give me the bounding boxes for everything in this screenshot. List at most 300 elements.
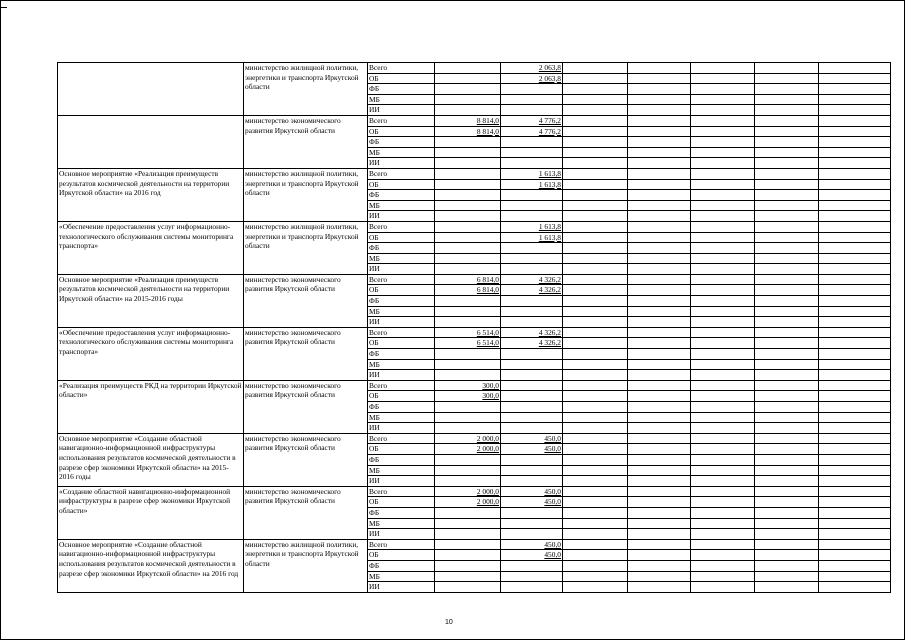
- empty-cell: [563, 550, 628, 561]
- empty-cell: [755, 317, 819, 328]
- table-row: [58, 274, 891, 285]
- empty-cell: [819, 296, 891, 307]
- value-cell-2016: 4 326,2: [501, 285, 563, 296]
- funding-source-label: ОБ: [368, 126, 435, 137]
- value-cell-2016: [501, 359, 563, 370]
- empty-cell: [755, 391, 819, 402]
- empty-cell: [563, 327, 628, 338]
- funding-source-label: Всего: [368, 115, 435, 126]
- empty-cell: [628, 73, 691, 84]
- empty-cell: [628, 168, 691, 179]
- empty-cell: [819, 497, 891, 508]
- responsible-executor: министерство экономического развития Иркутской области: [244, 486, 368, 539]
- funding-source-label: Всего: [368, 168, 435, 179]
- empty-cell: [691, 63, 755, 74]
- funding-source-label: МБ: [368, 147, 435, 158]
- funding-source-label: ОБ: [368, 550, 435, 561]
- empty-cell: [563, 296, 628, 307]
- empty-cell: [755, 105, 819, 116]
- value-cell-2016: [501, 423, 563, 434]
- empty-cell: [819, 179, 891, 190]
- budget-table: [57, 62, 891, 593]
- empty-cell: [628, 391, 691, 402]
- empty-cell: [628, 402, 691, 413]
- funding-source-label: ИИ: [368, 529, 435, 540]
- empty-cell: [755, 243, 819, 254]
- empty-cell: [755, 444, 819, 455]
- value-cell-2015: 2 000,0: [435, 433, 501, 444]
- empty-cell: [628, 444, 691, 455]
- empty-cell: [691, 200, 755, 211]
- empty-cell: [563, 190, 628, 201]
- empty-cell: [563, 359, 628, 370]
- activity-description: Основное мероприятие «Реализация преимуществ результатов космической деятельности на территории Иркутской области» на 2015-2016 годы: [58, 274, 244, 327]
- value-cell-2015: [435, 465, 501, 476]
- value-cell-2015: [435, 306, 501, 317]
- empty-cell: [628, 147, 691, 158]
- empty-cell: [819, 370, 891, 381]
- empty-cell: [755, 137, 819, 148]
- empty-cell: [628, 105, 691, 116]
- value-cell-2016: 2 063,8: [501, 63, 563, 74]
- empty-cell: [755, 550, 819, 561]
- empty-cell: [563, 84, 628, 95]
- table-row: [58, 486, 891, 497]
- funding-source-label: Всего: [368, 274, 435, 285]
- value-cell-2016: [501, 158, 563, 169]
- empty-cell: [819, 190, 891, 201]
- value-cell-2015: 8 814,0: [435, 115, 501, 126]
- empty-cell: [691, 94, 755, 105]
- empty-cell: [691, 243, 755, 254]
- empty-cell: [563, 476, 628, 487]
- table-row: [58, 433, 891, 444]
- funding-source-label: ФБ: [368, 560, 435, 571]
- value-cell-2015: 6 814,0: [435, 274, 501, 285]
- empty-cell: [755, 370, 819, 381]
- empty-cell: [819, 349, 891, 360]
- funding-source-label: Всего: [368, 539, 435, 550]
- funding-source-label: ФБ: [368, 402, 435, 413]
- empty-cell: [628, 84, 691, 95]
- value-cell-2015: [435, 359, 501, 370]
- empty-cell: [691, 582, 755, 593]
- empty-cell: [691, 306, 755, 317]
- value-cell-2015: [435, 539, 501, 550]
- value-cell-2016: [501, 582, 563, 593]
- value-cell-2015: 2 000,0: [435, 444, 501, 455]
- empty-cell: [563, 571, 628, 582]
- empty-cell: [691, 529, 755, 540]
- empty-cell: [755, 126, 819, 137]
- value-cell-2015: [435, 507, 501, 518]
- value-cell-2015: [435, 147, 501, 158]
- value-cell-2016: [501, 571, 563, 582]
- empty-cell: [563, 560, 628, 571]
- empty-cell: [628, 476, 691, 487]
- empty-cell: [755, 518, 819, 529]
- empty-cell: [563, 232, 628, 243]
- value-cell-2015: [435, 63, 501, 74]
- empty-cell: [755, 253, 819, 264]
- value-cell-2015: [435, 370, 501, 381]
- funding-source-label: МБ: [368, 253, 435, 264]
- value-cell-2016: 450,0: [501, 444, 563, 455]
- funding-source-label: ИИ: [368, 158, 435, 169]
- value-cell-2015: [435, 105, 501, 116]
- value-cell-2015: [435, 476, 501, 487]
- empty-cell: [755, 264, 819, 275]
- empty-cell: [691, 560, 755, 571]
- value-cell-2015: 2 000,0: [435, 486, 501, 497]
- empty-cell: [691, 126, 755, 137]
- empty-cell: [628, 433, 691, 444]
- empty-cell: [819, 444, 891, 455]
- empty-cell: [628, 582, 691, 593]
- responsible-executor: министерство жилищной политики, энергетики и транспорта Иркутской области: [244, 63, 368, 116]
- value-cell-2015: 300,0: [435, 391, 501, 402]
- empty-cell: [755, 73, 819, 84]
- empty-cell: [563, 391, 628, 402]
- value-cell-2016: [501, 211, 563, 222]
- value-cell-2016: [501, 370, 563, 381]
- empty-cell: [755, 423, 819, 434]
- empty-cell: [819, 285, 891, 296]
- value-cell-2015: [435, 200, 501, 211]
- empty-cell: [691, 147, 755, 158]
- empty-cell: [628, 454, 691, 465]
- funding-source-label: МБ: [368, 465, 435, 476]
- empty-cell: [563, 63, 628, 74]
- empty-cell: [819, 243, 891, 254]
- funding-source-label: ИИ: [368, 105, 435, 116]
- budget-table-body: [58, 63, 891, 593]
- value-cell-2016: 4 326,2: [501, 338, 563, 349]
- empty-cell: [563, 497, 628, 508]
- empty-cell: [691, 497, 755, 508]
- value-cell-2016: [501, 147, 563, 158]
- empty-cell: [691, 158, 755, 169]
- value-cell-2015: [435, 253, 501, 264]
- empty-cell: [563, 115, 628, 126]
- activity-description: Основное мероприятие «Создание областной навигационно-информационной инфраструктуры использования результатов космической деятельности в разрезе сфер экономики Иркутской области» на 2016 год: [58, 539, 244, 592]
- value-cell-2016: 4 776,2: [501, 126, 563, 137]
- empty-cell: [628, 338, 691, 349]
- empty-cell: [628, 296, 691, 307]
- value-cell-2016: [501, 137, 563, 148]
- empty-cell: [563, 539, 628, 550]
- funding-source-label: ФБ: [368, 243, 435, 254]
- value-cell-2016: [501, 529, 563, 540]
- empty-cell: [563, 211, 628, 222]
- empty-cell: [819, 137, 891, 148]
- empty-cell: [628, 539, 691, 550]
- empty-cell: [563, 454, 628, 465]
- empty-cell: [691, 539, 755, 550]
- funding-source-label: ОБ: [368, 497, 435, 508]
- funding-source-label: Всего: [368, 433, 435, 444]
- empty-cell: [819, 507, 891, 518]
- empty-cell: [691, 105, 755, 116]
- empty-cell: [691, 84, 755, 95]
- empty-cell: [563, 349, 628, 360]
- empty-cell: [628, 306, 691, 317]
- funding-source-label: ФБ: [368, 454, 435, 465]
- empty-cell: [819, 264, 891, 275]
- empty-cell: [819, 539, 891, 550]
- empty-cell: [755, 221, 819, 232]
- funding-source-label: ОБ: [368, 444, 435, 455]
- empty-cell: [755, 274, 819, 285]
- empty-cell: [819, 402, 891, 413]
- empty-cell: [628, 137, 691, 148]
- empty-cell: [563, 274, 628, 285]
- empty-cell: [563, 221, 628, 232]
- activity-description: [58, 115, 244, 168]
- empty-cell: [755, 454, 819, 465]
- value-cell-2015: [435, 412, 501, 423]
- empty-cell: [819, 454, 891, 465]
- empty-cell: [691, 168, 755, 179]
- empty-cell: [691, 296, 755, 307]
- value-cell-2016: [501, 518, 563, 529]
- empty-cell: [628, 94, 691, 105]
- funding-source-label: ОБ: [368, 179, 435, 190]
- funding-source-label: МБ: [368, 571, 435, 582]
- funding-source-label: ОБ: [368, 391, 435, 402]
- empty-cell: [755, 327, 819, 338]
- value-cell-2016: [501, 200, 563, 211]
- empty-cell: [755, 380, 819, 391]
- empty-cell: [755, 412, 819, 423]
- empty-cell: [755, 529, 819, 540]
- value-cell-2016: [501, 476, 563, 487]
- empty-cell: [563, 179, 628, 190]
- empty-cell: [819, 168, 891, 179]
- empty-cell: [755, 507, 819, 518]
- value-cell-2016: 450,0: [501, 433, 563, 444]
- table-row: [58, 539, 891, 550]
- empty-cell: [691, 444, 755, 455]
- value-cell-2015: [435, 550, 501, 561]
- funding-source-label: МБ: [368, 306, 435, 317]
- value-cell-2016: [501, 507, 563, 518]
- value-cell-2015: [435, 94, 501, 105]
- value-cell-2015: [435, 423, 501, 434]
- empty-cell: [563, 518, 628, 529]
- empty-cell: [563, 168, 628, 179]
- value-cell-2015: [435, 571, 501, 582]
- funding-source-label: МБ: [368, 359, 435, 370]
- empty-cell: [563, 370, 628, 381]
- empty-cell: [819, 327, 891, 338]
- empty-cell: [563, 465, 628, 476]
- empty-cell: [691, 73, 755, 84]
- empty-cell: [755, 560, 819, 571]
- funding-source-label: Всего: [368, 380, 435, 391]
- value-cell-2016: [501, 402, 563, 413]
- value-cell-2016: [501, 243, 563, 254]
- empty-cell: [691, 349, 755, 360]
- empty-cell: [691, 137, 755, 148]
- empty-cell: [819, 158, 891, 169]
- funding-source-label: ОБ: [368, 73, 435, 84]
- table-row: [58, 221, 891, 232]
- responsible-executor: министерство жилищной политики, энергетики и транспорта Иркутской области: [244, 221, 368, 274]
- value-cell-2015: [435, 582, 501, 593]
- activity-description: «Обеспечение предоставления услуг информационно-технологического обслуживания системы мониторинга транспорта»: [58, 221, 244, 274]
- empty-cell: [819, 317, 891, 328]
- funding-source-label: ИИ: [368, 423, 435, 434]
- empty-cell: [819, 476, 891, 487]
- empty-cell: [691, 115, 755, 126]
- empty-cell: [819, 126, 891, 137]
- funding-source-label: Всего: [368, 221, 435, 232]
- empty-cell: [628, 465, 691, 476]
- value-cell-2016: 4 776,2: [501, 115, 563, 126]
- empty-cell: [691, 264, 755, 275]
- empty-cell: [628, 380, 691, 391]
- value-cell-2015: [435, 190, 501, 201]
- value-cell-2016: [501, 465, 563, 476]
- value-cell-2015: [435, 317, 501, 328]
- empty-cell: [819, 486, 891, 497]
- value-cell-2015: [435, 221, 501, 232]
- empty-cell: [819, 211, 891, 222]
- empty-cell: [563, 507, 628, 518]
- value-cell-2015: [435, 211, 501, 222]
- empty-cell: [691, 221, 755, 232]
- empty-cell: [755, 433, 819, 444]
- empty-cell: [563, 264, 628, 275]
- empty-cell: [563, 285, 628, 296]
- empty-cell: [755, 63, 819, 74]
- table-row: [58, 380, 891, 391]
- empty-cell: [563, 529, 628, 540]
- empty-cell: [628, 317, 691, 328]
- empty-cell: [628, 486, 691, 497]
- value-cell-2015: [435, 158, 501, 169]
- empty-cell: [691, 433, 755, 444]
- responsible-executor: министерство экономического развития Иркутской области: [244, 433, 368, 486]
- empty-cell: [628, 264, 691, 275]
- empty-cell: [691, 507, 755, 518]
- value-cell-2015: 8 814,0: [435, 126, 501, 137]
- responsible-executor: министерство жилищной политики, энергетики и транспорта Иркутской области: [244, 539, 368, 592]
- value-cell-2016: [501, 317, 563, 328]
- empty-cell: [628, 423, 691, 434]
- empty-cell: [819, 221, 891, 232]
- value-cell-2016: [501, 560, 563, 571]
- empty-cell: [628, 560, 691, 571]
- empty-cell: [691, 402, 755, 413]
- value-cell-2016: 450,0: [501, 539, 563, 550]
- empty-cell: [755, 211, 819, 222]
- empty-cell: [628, 190, 691, 201]
- page-number: 10: [445, 619, 453, 626]
- empty-cell: [691, 232, 755, 243]
- empty-cell: [563, 433, 628, 444]
- empty-cell: [563, 137, 628, 148]
- value-cell-2015: 300,0: [435, 380, 501, 391]
- funding-source-label: ИИ: [368, 370, 435, 381]
- value-cell-2016: 4 326,2: [501, 274, 563, 285]
- empty-cell: [819, 380, 891, 391]
- value-cell-2015: [435, 137, 501, 148]
- funding-source-label: ИИ: [368, 317, 435, 328]
- empty-cell: [628, 126, 691, 137]
- funding-source-label: ИИ: [368, 211, 435, 222]
- value-cell-2016: [501, 296, 563, 307]
- empty-cell: [691, 454, 755, 465]
- empty-cell: [755, 338, 819, 349]
- empty-cell: [563, 380, 628, 391]
- empty-cell: [819, 412, 891, 423]
- funding-source-label: МБ: [368, 200, 435, 211]
- value-cell-2016: 1 613,8: [501, 232, 563, 243]
- empty-cell: [691, 486, 755, 497]
- funding-source-label: Всего: [368, 63, 435, 74]
- value-cell-2015: [435, 168, 501, 179]
- value-cell-2015: [435, 296, 501, 307]
- empty-cell: [628, 115, 691, 126]
- value-cell-2015: 6 514,0: [435, 338, 501, 349]
- empty-cell: [563, 317, 628, 328]
- empty-cell: [691, 423, 755, 434]
- empty-cell: [691, 550, 755, 561]
- empty-cell: [819, 529, 891, 540]
- funding-source-label: ФБ: [368, 84, 435, 95]
- value-cell-2016: [501, 306, 563, 317]
- value-cell-2016: [501, 454, 563, 465]
- value-cell-2016: [501, 264, 563, 275]
- empty-cell: [628, 370, 691, 381]
- empty-cell: [628, 529, 691, 540]
- empty-cell: [819, 518, 891, 529]
- empty-cell: [628, 412, 691, 423]
- empty-cell: [628, 359, 691, 370]
- empty-cell: [563, 423, 628, 434]
- empty-cell: [563, 158, 628, 169]
- empty-cell: [563, 73, 628, 84]
- empty-cell: [819, 391, 891, 402]
- empty-cell: [819, 359, 891, 370]
- value-cell-2016: 1 613,8: [501, 168, 563, 179]
- empty-cell: [691, 518, 755, 529]
- empty-cell: [755, 296, 819, 307]
- value-cell-2016: 2 063,8: [501, 73, 563, 84]
- empty-cell: [755, 190, 819, 201]
- value-cell-2015: [435, 73, 501, 84]
- empty-cell: [628, 550, 691, 561]
- funding-source-label: ОБ: [368, 338, 435, 349]
- funding-source-label: ИИ: [368, 476, 435, 487]
- empty-cell: [755, 94, 819, 105]
- value-cell-2016: 450,0: [501, 486, 563, 497]
- empty-cell: [628, 200, 691, 211]
- empty-cell: [819, 105, 891, 116]
- empty-cell: [628, 253, 691, 264]
- value-cell-2015: [435, 518, 501, 529]
- value-cell-2016: [501, 412, 563, 423]
- empty-cell: [755, 84, 819, 95]
- empty-cell: [755, 349, 819, 360]
- empty-cell: [691, 317, 755, 328]
- empty-cell: [755, 306, 819, 317]
- empty-cell: [755, 571, 819, 582]
- empty-cell: [628, 211, 691, 222]
- empty-cell: [819, 338, 891, 349]
